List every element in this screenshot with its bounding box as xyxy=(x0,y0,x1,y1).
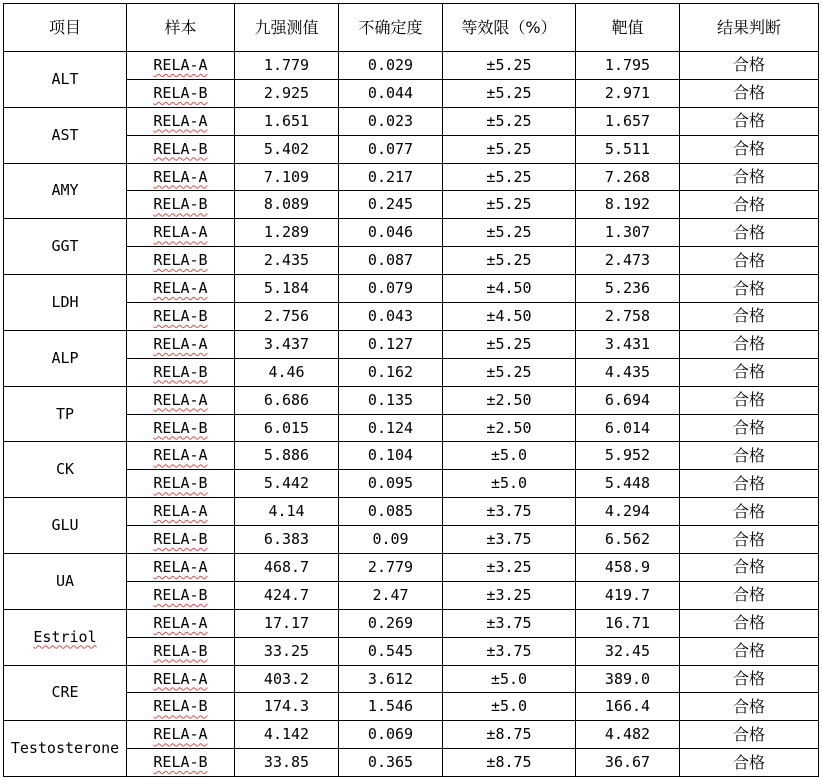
result-cell: 合格 xyxy=(680,637,819,665)
item-cell: AMY xyxy=(4,163,127,219)
header-result: 结果判断 xyxy=(680,4,819,52)
sample-cell: RELA-B xyxy=(127,247,235,275)
measured-value-cell: 2.756 xyxy=(235,303,339,331)
target-value-cell: 4.294 xyxy=(576,498,680,526)
result-cell: 合格 xyxy=(680,721,819,749)
result-cell: 合格 xyxy=(680,609,819,637)
result-cell: 合格 xyxy=(680,442,819,470)
result-cell: 合格 xyxy=(680,749,819,777)
sample-cell: RELA-A xyxy=(127,107,235,135)
uncertainty-cell: 0.079 xyxy=(339,275,443,303)
result-cell: 合格 xyxy=(680,358,819,386)
equivalence-limit-cell: ±5.25 xyxy=(443,135,576,163)
equivalence-limit-cell: ±3.75 xyxy=(443,637,576,665)
target-value-cell: 1.657 xyxy=(576,107,680,135)
uncertainty-cell: 2.47 xyxy=(339,581,443,609)
header-measured-value: 九强测值 xyxy=(235,4,339,52)
uncertainty-cell: 0.085 xyxy=(339,498,443,526)
equivalence-limit-cell: ±4.50 xyxy=(443,275,576,303)
equivalence-limit-cell: ±3.25 xyxy=(443,581,576,609)
measured-value-cell: 33.85 xyxy=(235,749,339,777)
measured-value-cell: 468.7 xyxy=(235,554,339,582)
sample-cell: RELA-B xyxy=(127,526,235,554)
measured-value-cell: 174.3 xyxy=(235,693,339,721)
measured-value-cell: 403.2 xyxy=(235,665,339,693)
result-cell: 合格 xyxy=(680,581,819,609)
equivalence-limit-cell: ±2.50 xyxy=(443,386,576,414)
uncertainty-cell: 0.043 xyxy=(339,303,443,331)
sample-cell: RELA-A xyxy=(127,609,235,637)
measured-value-cell: 7.109 xyxy=(235,163,339,191)
table-row xyxy=(4,414,819,442)
item-cell: AST xyxy=(4,107,127,163)
item-cell: ALP xyxy=(4,330,127,386)
measured-value-cell: 17.17 xyxy=(235,609,339,637)
item-cell: GLU xyxy=(4,498,127,554)
target-value-cell: 419.7 xyxy=(576,581,680,609)
sample-cell: RELA-A xyxy=(127,330,235,358)
sample-cell: RELA-A xyxy=(127,721,235,749)
table-row xyxy=(4,163,819,191)
uncertainty-cell: 0.046 xyxy=(339,219,443,247)
equivalence-limit-cell: ±5.25 xyxy=(443,163,576,191)
result-cell: 合格 xyxy=(680,498,819,526)
table-row xyxy=(4,386,819,414)
table-row xyxy=(4,442,819,470)
target-value-cell: 1.307 xyxy=(576,219,680,247)
table-row xyxy=(4,275,819,303)
result-cell: 合格 xyxy=(680,665,819,693)
uncertainty-cell: 0.127 xyxy=(339,330,443,358)
equivalence-limit-cell: ±8.75 xyxy=(443,721,576,749)
table-row xyxy=(4,135,819,163)
uncertainty-cell: 0.077 xyxy=(339,135,443,163)
measured-value-cell: 4.14 xyxy=(235,498,339,526)
table-row xyxy=(4,52,819,80)
equivalence-limit-cell: ±5.25 xyxy=(443,79,576,107)
sample-cell: RELA-B xyxy=(127,303,235,331)
uncertainty-cell: 0.135 xyxy=(339,386,443,414)
equivalence-limit-cell: ±5.0 xyxy=(443,442,576,470)
equivalence-limit-cell: ±3.25 xyxy=(443,554,576,582)
target-value-cell: 7.268 xyxy=(576,163,680,191)
sample-cell: RELA-B xyxy=(127,358,235,386)
measured-value-cell: 5.184 xyxy=(235,275,339,303)
uncertainty-cell: 0.095 xyxy=(339,470,443,498)
equivalence-limit-cell: ±5.25 xyxy=(443,107,576,135)
sample-cell: RELA-A xyxy=(127,554,235,582)
sample-cell: RELA-B xyxy=(127,79,235,107)
table-row xyxy=(4,303,819,331)
target-value-cell: 5.236 xyxy=(576,275,680,303)
measured-value-cell: 2.925 xyxy=(235,79,339,107)
header-uncertainty: 不确定度 xyxy=(339,4,443,52)
table-row xyxy=(4,470,819,498)
table-row xyxy=(4,191,819,219)
result-cell: 合格 xyxy=(680,275,819,303)
target-value-cell: 4.435 xyxy=(576,358,680,386)
uncertainty-cell: 0.124 xyxy=(339,414,443,442)
sample-cell: RELA-A xyxy=(127,442,235,470)
result-cell: 合格 xyxy=(680,386,819,414)
sample-cell: RELA-B xyxy=(127,470,235,498)
equivalence-limit-cell: ±5.25 xyxy=(443,191,576,219)
sample-cell: RELA-B xyxy=(127,135,235,163)
sample-cell: RELA-A xyxy=(127,665,235,693)
result-cell: 合格 xyxy=(680,247,819,275)
equivalence-limit-cell: ±4.50 xyxy=(443,303,576,331)
sample-cell: RELA-A xyxy=(127,498,235,526)
measured-value-cell: 1.289 xyxy=(235,219,339,247)
measured-value-cell: 5.886 xyxy=(235,442,339,470)
target-value-cell: 166.4 xyxy=(576,693,680,721)
table-row xyxy=(4,219,819,247)
equivalence-limit-cell: ±3.75 xyxy=(443,498,576,526)
target-value-cell: 1.795 xyxy=(576,52,680,80)
target-value-cell: 3.431 xyxy=(576,330,680,358)
table-body xyxy=(4,52,819,777)
result-cell: 合格 xyxy=(680,303,819,331)
measured-value-cell: 8.089 xyxy=(235,191,339,219)
table-row xyxy=(4,498,819,526)
table-row xyxy=(4,554,819,582)
target-value-cell: 6.014 xyxy=(576,414,680,442)
target-value-cell: 5.511 xyxy=(576,135,680,163)
table-row xyxy=(4,79,819,107)
uncertainty-cell: 0.217 xyxy=(339,163,443,191)
uncertainty-cell: 0.09 xyxy=(339,526,443,554)
measured-value-cell: 3.437 xyxy=(235,330,339,358)
target-value-cell: 458.9 xyxy=(576,554,680,582)
table-row xyxy=(4,107,819,135)
target-value-cell: 2.971 xyxy=(576,79,680,107)
uncertainty-cell: 3.612 xyxy=(339,665,443,693)
table-row xyxy=(4,721,819,749)
target-value-cell: 2.758 xyxy=(576,303,680,331)
measured-value-cell: 1.779 xyxy=(235,52,339,80)
measured-value-cell: 424.7 xyxy=(235,581,339,609)
sample-cell: RELA-B xyxy=(127,414,235,442)
comparison-table xyxy=(3,3,819,777)
item-cell: ALT xyxy=(4,52,127,108)
measured-value-cell: 5.402 xyxy=(235,135,339,163)
header-row xyxy=(4,4,819,52)
header-equivalence-limit: 等效限（%） xyxy=(443,4,576,52)
equivalence-limit-cell: ±5.25 xyxy=(443,358,576,386)
equivalence-limit-cell: ±5.25 xyxy=(443,219,576,247)
item-cell: GGT xyxy=(4,219,127,275)
table-row xyxy=(4,749,819,777)
target-value-cell: 4.482 xyxy=(576,721,680,749)
sample-cell: RELA-A xyxy=(127,52,235,80)
item-cell: TP xyxy=(4,386,127,442)
uncertainty-cell: 0.269 xyxy=(339,609,443,637)
equivalence-limit-cell: ±8.75 xyxy=(443,749,576,777)
table-row xyxy=(4,665,819,693)
result-cell: 合格 xyxy=(680,330,819,358)
table-row xyxy=(4,637,819,665)
header-target-value: 靶值 xyxy=(576,4,680,52)
result-cell: 合格 xyxy=(680,414,819,442)
uncertainty-cell: 0.044 xyxy=(339,79,443,107)
result-cell: 合格 xyxy=(680,470,819,498)
sample-cell: RELA-A xyxy=(127,163,235,191)
equivalence-limit-cell: ±5.0 xyxy=(443,470,576,498)
uncertainty-cell: 0.162 xyxy=(339,358,443,386)
result-cell: 合格 xyxy=(680,526,819,554)
item-cell: UA xyxy=(4,554,127,610)
uncertainty-cell: 0.087 xyxy=(339,247,443,275)
uncertainty-cell: 0.365 xyxy=(339,749,443,777)
item-cell: CRE xyxy=(4,665,127,721)
uncertainty-cell: 2.779 xyxy=(339,554,443,582)
table-row xyxy=(4,581,819,609)
uncertainty-cell: 0.245 xyxy=(339,191,443,219)
target-value-cell: 2.473 xyxy=(576,247,680,275)
sample-cell: RELA-B xyxy=(127,637,235,665)
equivalence-limit-cell: ±5.0 xyxy=(443,665,576,693)
target-value-cell: 36.67 xyxy=(576,749,680,777)
target-value-cell: 32.45 xyxy=(576,637,680,665)
sample-cell: RELA-B xyxy=(127,693,235,721)
table-row xyxy=(4,358,819,386)
measured-value-cell: 4.142 xyxy=(235,721,339,749)
result-cell: 合格 xyxy=(680,191,819,219)
item-cell: Estriol xyxy=(4,609,127,665)
table-row xyxy=(4,247,819,275)
sample-cell: RELA-A xyxy=(127,275,235,303)
target-value-cell: 6.694 xyxy=(576,386,680,414)
measured-value-cell: 6.686 xyxy=(235,386,339,414)
result-cell: 合格 xyxy=(680,693,819,721)
result-cell: 合格 xyxy=(680,135,819,163)
sample-cell: RELA-A xyxy=(127,219,235,247)
header-sample: 样本 xyxy=(127,4,235,52)
sample-cell: RELA-B xyxy=(127,581,235,609)
equivalence-limit-cell: ±3.75 xyxy=(443,526,576,554)
measured-value-cell: 6.383 xyxy=(235,526,339,554)
equivalence-limit-cell: ±3.75 xyxy=(443,609,576,637)
result-cell: 合格 xyxy=(680,219,819,247)
uncertainty-cell: 1.546 xyxy=(339,693,443,721)
table-row xyxy=(4,330,819,358)
target-value-cell: 389.0 xyxy=(576,665,680,693)
target-value-cell: 6.562 xyxy=(576,526,680,554)
equivalence-limit-cell: ±5.0 xyxy=(443,693,576,721)
measured-value-cell: 2.435 xyxy=(235,247,339,275)
measured-value-cell: 6.015 xyxy=(235,414,339,442)
table-row xyxy=(4,526,819,554)
uncertainty-cell: 0.545 xyxy=(339,637,443,665)
uncertainty-cell: 0.029 xyxy=(339,52,443,80)
result-cell: 合格 xyxy=(680,79,819,107)
uncertainty-cell: 0.069 xyxy=(339,721,443,749)
result-cell: 合格 xyxy=(680,107,819,135)
result-cell: 合格 xyxy=(680,554,819,582)
target-value-cell: 5.952 xyxy=(576,442,680,470)
item-cell: LDH xyxy=(4,275,127,331)
table-row xyxy=(4,609,819,637)
target-value-cell: 16.71 xyxy=(576,609,680,637)
target-value-cell: 8.192 xyxy=(576,191,680,219)
result-cell: 合格 xyxy=(680,163,819,191)
result-cell: 合格 xyxy=(680,52,819,80)
sample-cell: RELA-A xyxy=(127,386,235,414)
header-item: 项目 xyxy=(4,4,127,52)
sample-cell: RELA-B xyxy=(127,191,235,219)
item-cell: Testosterone xyxy=(4,721,127,777)
measured-value-cell: 5.442 xyxy=(235,470,339,498)
sample-cell: RELA-B xyxy=(127,749,235,777)
measured-value-cell: 4.46 xyxy=(235,358,339,386)
equivalence-limit-cell: ±5.25 xyxy=(443,330,576,358)
equivalence-limit-cell: ±5.25 xyxy=(443,52,576,80)
table-row xyxy=(4,693,819,721)
uncertainty-cell: 0.023 xyxy=(339,107,443,135)
measured-value-cell: 1.651 xyxy=(235,107,339,135)
equivalence-limit-cell: ±2.50 xyxy=(443,414,576,442)
target-value-cell: 5.448 xyxy=(576,470,680,498)
uncertainty-cell: 0.104 xyxy=(339,442,443,470)
equivalence-limit-cell: ±5.25 xyxy=(443,247,576,275)
measured-value-cell: 33.25 xyxy=(235,637,339,665)
item-cell: CK xyxy=(4,442,127,498)
